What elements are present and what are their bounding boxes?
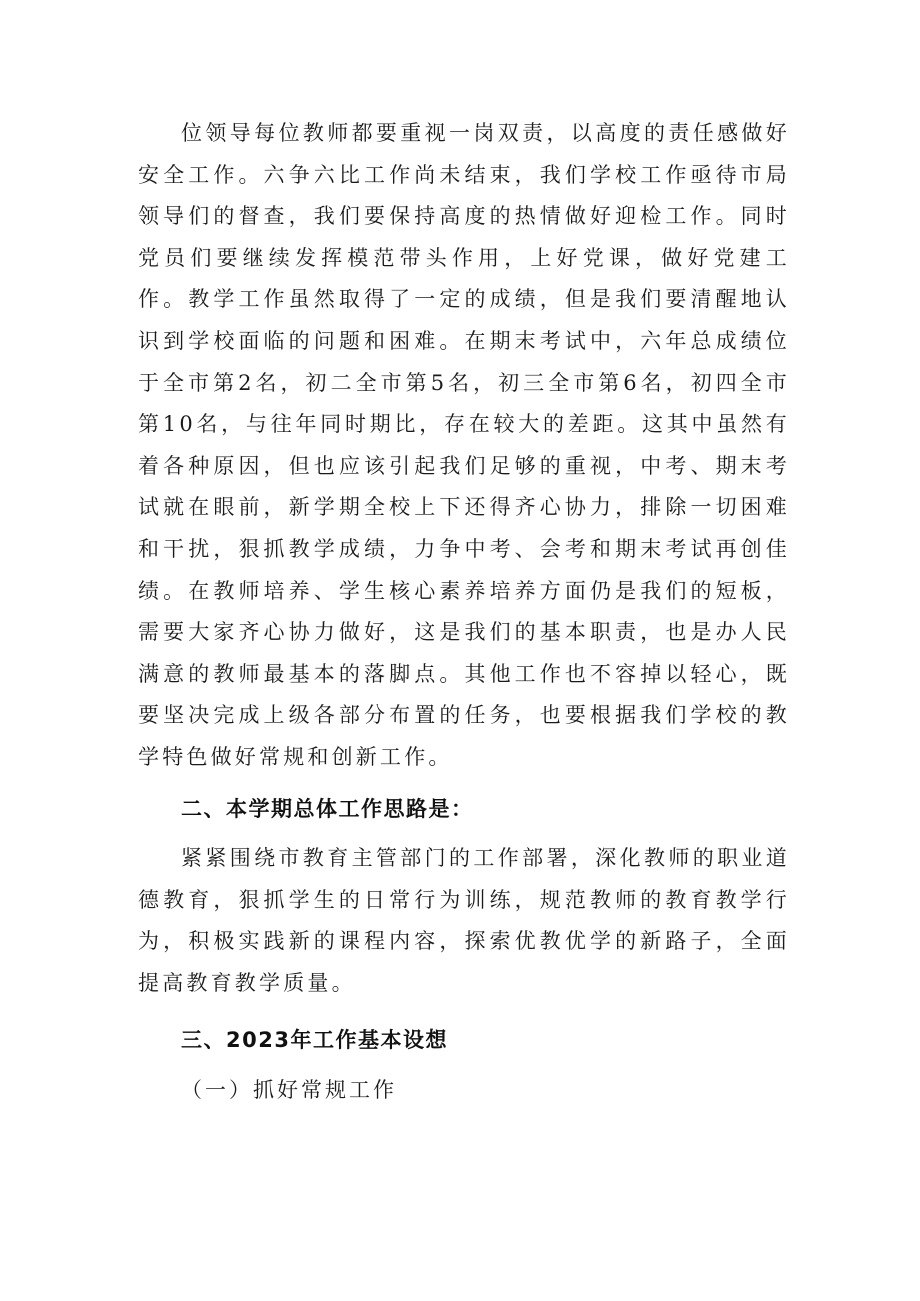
paragraph-overall-approach: 紧紧围绕市教育主管部门的工作部署，深化教师的职业道德教育，狠抓学生的日常行为训练，规范教师的教育教学行为，积极实践新的课程内容，探索优教优学的新路子，全面提高教育教学质量。 — [138, 846, 790, 995]
subheading-routine-work: （一）抓好常规工作 — [181, 1078, 397, 1103]
paragraph-safety-and-teaching: 位领导每位教师都要重视一岗双责，以高度的责任感做好安全工作。六争六比工作尚未结束，我们学校工作亟待市局领导们的督查，我们要保持高度的热情做好迎检工作。同时党员们要继续发挥模范带头作用，上好党课，做好党建工作。教学工作虽然取得了一定的成绩，但是我们要清醒地认识到学校面临的问题和困难。在期末考试中，六年总成绩位于全市第2名，初二全市第5名，初三全市第6名，初四全市第10名，与往年同时期比，存在较大的差距。这其中虽然有着各种原因，但也应该引起我们足够的重视，中考、期末考试就在眼前，新学期全校上下还得齐心协力，排除一切困难和干扰，狠抓教学成绩，力争中考、会考和期末考试再创佳绩。在教师培养、学生核心素养培养方面仍是我们的短板，需要大家齐心协力做好，这是我们的基本职责，也是办人民满意的教师最基本的落脚点。其他工作也不容掉以轻心，既要坚决完成上级各部分布置的任务，也要根据我们学校的教学特色做好常规和创新工作。 — [138, 121, 790, 769]
section-heading-overall-approach: 二、本学期总体工作思路是： — [181, 796, 474, 821]
section-heading-2023-plan: 三、2023年工作基本设想 — [181, 1028, 448, 1053]
document-body — [138, 113, 790, 1112]
